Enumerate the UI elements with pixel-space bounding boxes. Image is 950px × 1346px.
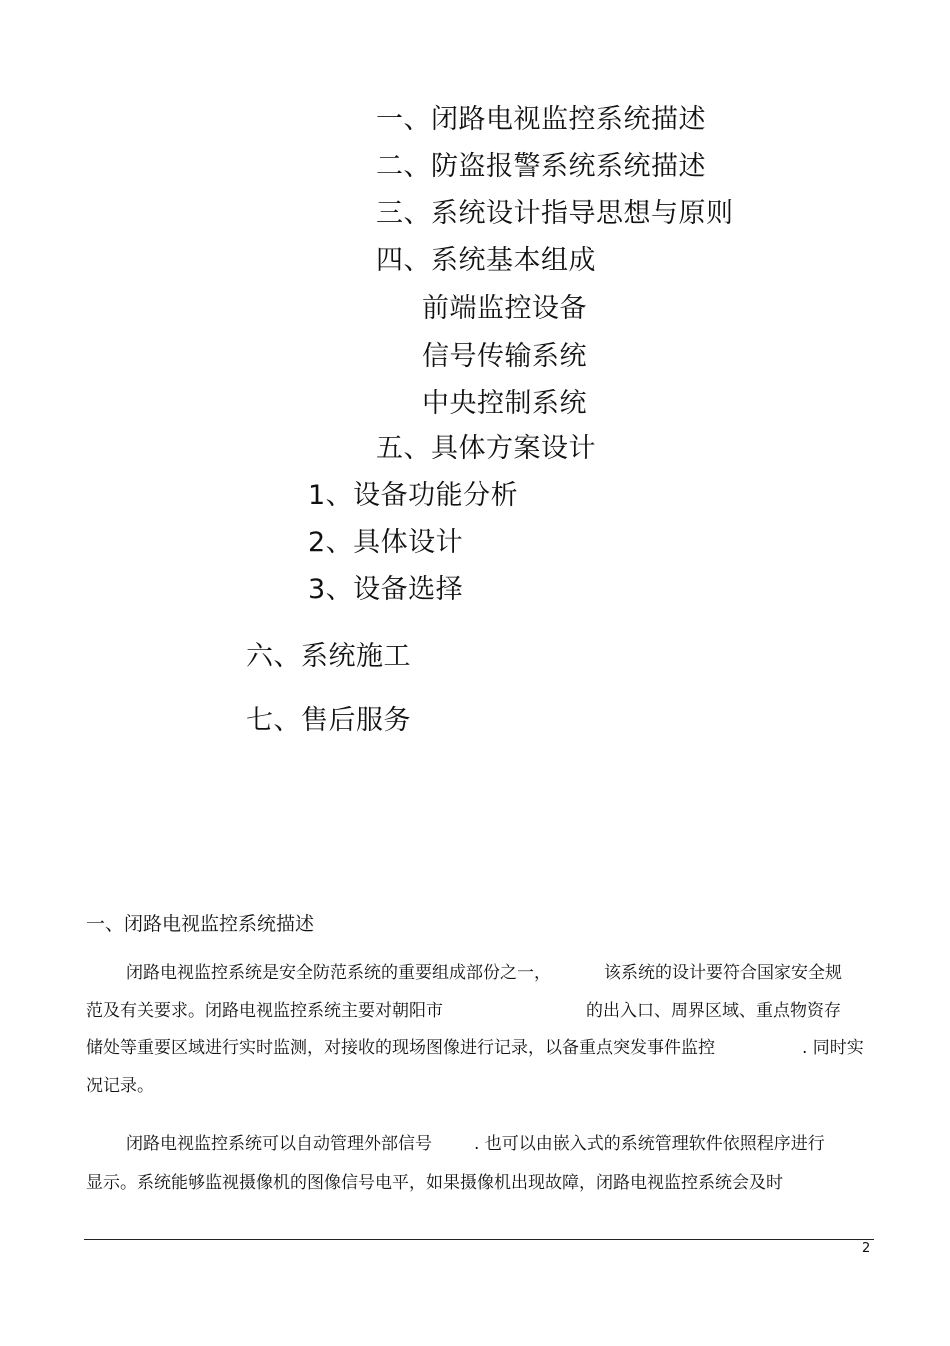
toc-subitem-5-1: 1、设备功能分析 bbox=[308, 480, 519, 511]
paragraph-line: . 也可以由嵌入式的系统管理软件依照程序进行 bbox=[474, 1134, 825, 1154]
footer-divider bbox=[84, 1239, 874, 1240]
paragraph-line: . 同时实 bbox=[802, 1038, 864, 1058]
paragraph-line: 储处等重要区域进行实时监测，对接收的现场图像进行记录，以备重点突发事件监控 bbox=[86, 1038, 715, 1058]
toc-subitem-central: 中央控制系统 bbox=[422, 388, 587, 419]
toc-item-7: 七、售后服务 bbox=[246, 705, 411, 736]
toc-item-5: 五、具体方案设计 bbox=[376, 433, 596, 464]
toc-item-1: 一、闭路电视监控系统描述 bbox=[376, 104, 706, 135]
toc-item-3: 三、系统设计指导思想与原则 bbox=[376, 198, 734, 229]
toc-subitem-transmission: 信号传输系统 bbox=[422, 341, 587, 372]
paragraph-line: 闭路电视监控系统可以自动管理外部信号 bbox=[126, 1134, 432, 1154]
paragraph-line: 范及有关要求。闭路电视监控系统主要对朝阳市 bbox=[86, 1001, 443, 1021]
section-heading: 一、闭路电视监控系统描述 bbox=[86, 913, 315, 935]
paragraph-line: 的出入口、周界区域、重点物资存 bbox=[586, 1001, 841, 1021]
toc-subitem-5-2: 2、具体设计 bbox=[308, 527, 464, 558]
paragraph-line: 显示。系统能够监视摄像机的图像信号电平，如果摄像机出现故障，闭路电视监控系统会及时 bbox=[86, 1173, 783, 1193]
paragraph-line: 该系统的设计要符合国家安全规 bbox=[604, 963, 842, 983]
toc-item-6: 六、系统施工 bbox=[246, 641, 411, 672]
toc-item-2: 二、防盗报警系统系统描述 bbox=[376, 151, 706, 182]
toc-subitem-frontend: 前端监控设备 bbox=[422, 293, 587, 324]
toc-item-4: 四、系统基本组成 bbox=[376, 245, 596, 276]
paragraph-line: 况记录。 bbox=[86, 1076, 154, 1096]
toc-subitem-5-3: 3、设备选择 bbox=[308, 574, 464, 605]
paragraph-line: 闭路电视监控系统是安全防范系统的重要组成部份之一， bbox=[126, 963, 551, 983]
page-number: 2 bbox=[862, 1241, 871, 1256]
